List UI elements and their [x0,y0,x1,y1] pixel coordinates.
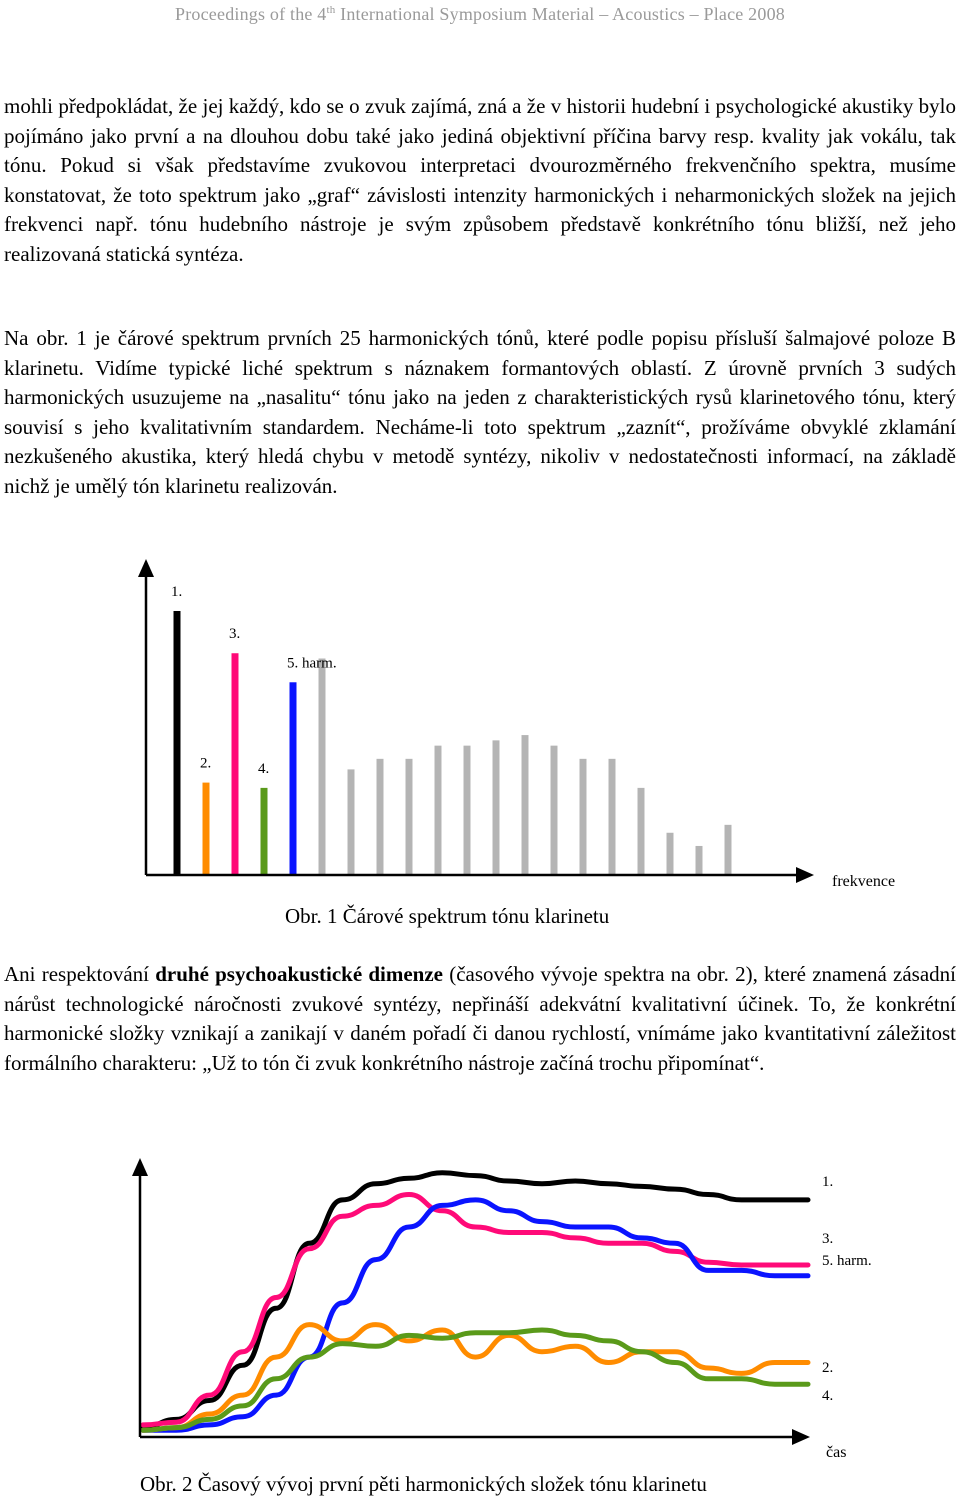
spectrum-bar-15 [580,759,587,875]
bar-label-5: 5. harm. [287,655,337,672]
spectrum-bar-20 [725,825,732,875]
bar-label-4: 4. [258,760,270,777]
fig1-x-arrow [796,867,814,883]
spectrum-bar-18 [667,833,674,875]
bar-label-1: 1. [171,584,183,600]
running-header: Proceedings of the 4th International Symposium Material – Acoustics – Place 2008 [175,4,785,24]
bar-label-3: 3. [229,626,241,643]
fig2-x-label: čas [826,1444,847,1461]
spectrum-bar-12 [493,740,500,875]
spectrum-bar-9 [406,759,413,875]
spectrum-bar-14 [551,746,558,875]
spectrum-bar-8 [377,759,384,875]
fig2-x-arrow [792,1429,810,1445]
harmonic-curve-1 [143,1173,808,1428]
spectrum-bar-17 [638,788,645,875]
spectrum-bar-5 [290,682,297,875]
spectrum-bar-4 [261,788,268,875]
fig1-y-arrow [138,559,154,577]
series-label: 4. [822,1388,834,1404]
series-label: 2. [822,1360,834,1376]
figure-1-caption: Obr. 1 Čárové spektrum tónu klarinetu [285,904,610,928]
fig2-y-arrow [132,1158,148,1176]
series-label: 5. harm. [822,1253,872,1269]
paragraph-1: mohli předpokládat, že jej každý, kdo se o zvuk zajímá, zná a že v historii hudební i psychologické akustiky bylo pojímáno jako první a na dlouhou dobu také jako jediná objektivní příčina barvy resp. kvality jak vokálu, tak tónu. Pokud si však představíme zvukovou interpretaci dvourozměrného frekvenčního spektra, musíme konstatovat, že toto spektrum jako „graf“ závislosti intenzity harmonických i neharmonických složek na jejich frekvenci např. tónu hudebního nástroje je svým způsobem představě konkrétního tónu bližší, než jeho realizovaná statická syntéza. [4,94,956,266]
spectrum-bar-10 [435,746,442,875]
spectrum-bar-3 [232,653,239,875]
spectrum-bar-2 [203,783,210,875]
figure-2-caption: Obr. 2 Časový vývoj první pěti harmonických složek tónu klarinetu [140,1472,707,1496]
paragraph-3: Ani respektování druhé psychoakustické dimenze (časového vývoje spektra na obr. 2), které znamená zásadní nárůst technologické náročnosti zvukové syntézy, nepřináší adekvátní kvalitativní účinek. To, že konkrétní harmonické složky vznikají a zanikají v daném pořadí či danou rychlostí, vnímáme jako kvantitativní záležitost formálního charakteru: „Už to tón či zvuk konkrétního nástroje začíná trochu připomínat“. [4,962,957,1075]
harmonic-curve-2 [143,1195,808,1425]
figure-2-time-evolution [0,1150,960,1461]
spectrum-bar-11 [464,746,471,875]
series-label: 3. [822,1231,834,1247]
bar-label-2: 2. [200,755,212,772]
spectrum-bar-7 [348,769,355,875]
spectrum-bar-13 [522,735,529,875]
spectrum-bar-1 [174,611,181,875]
fig1-x-label: frekvence [832,873,896,890]
figure-1-line-spectrum [0,555,960,905]
spectrum-bar-6 [319,659,326,875]
spectrum-bar-16 [609,759,616,875]
series-label: 1. [822,1174,834,1190]
spectrum-bar-19 [696,846,703,875]
paragraph-2: Na obr. 1 je čárové spektrum prvních 25 harmonických tónů, které podle popisu přísluší šalmajové poloze B klarinetu. Vidíme typické liché spektrum s náznakem formantových oblastí. Z úrovně prvních 3 sudých harmonických usuzujeme na „nasalitu“ tónu jako na jeden z charakteristických rysů klarinetového tónu, který souvisí s jeho kvalitativním standardem. Necháme-li toto spektrum „zaznít“, prožíváme obvyklé zklamání nezkušeného akustika, který hledá chybu v metodě syntézy, nikoliv v nedostatečnosti informací, na základě nichž je umělý tón klarinetu realizován. [4,326,956,498]
